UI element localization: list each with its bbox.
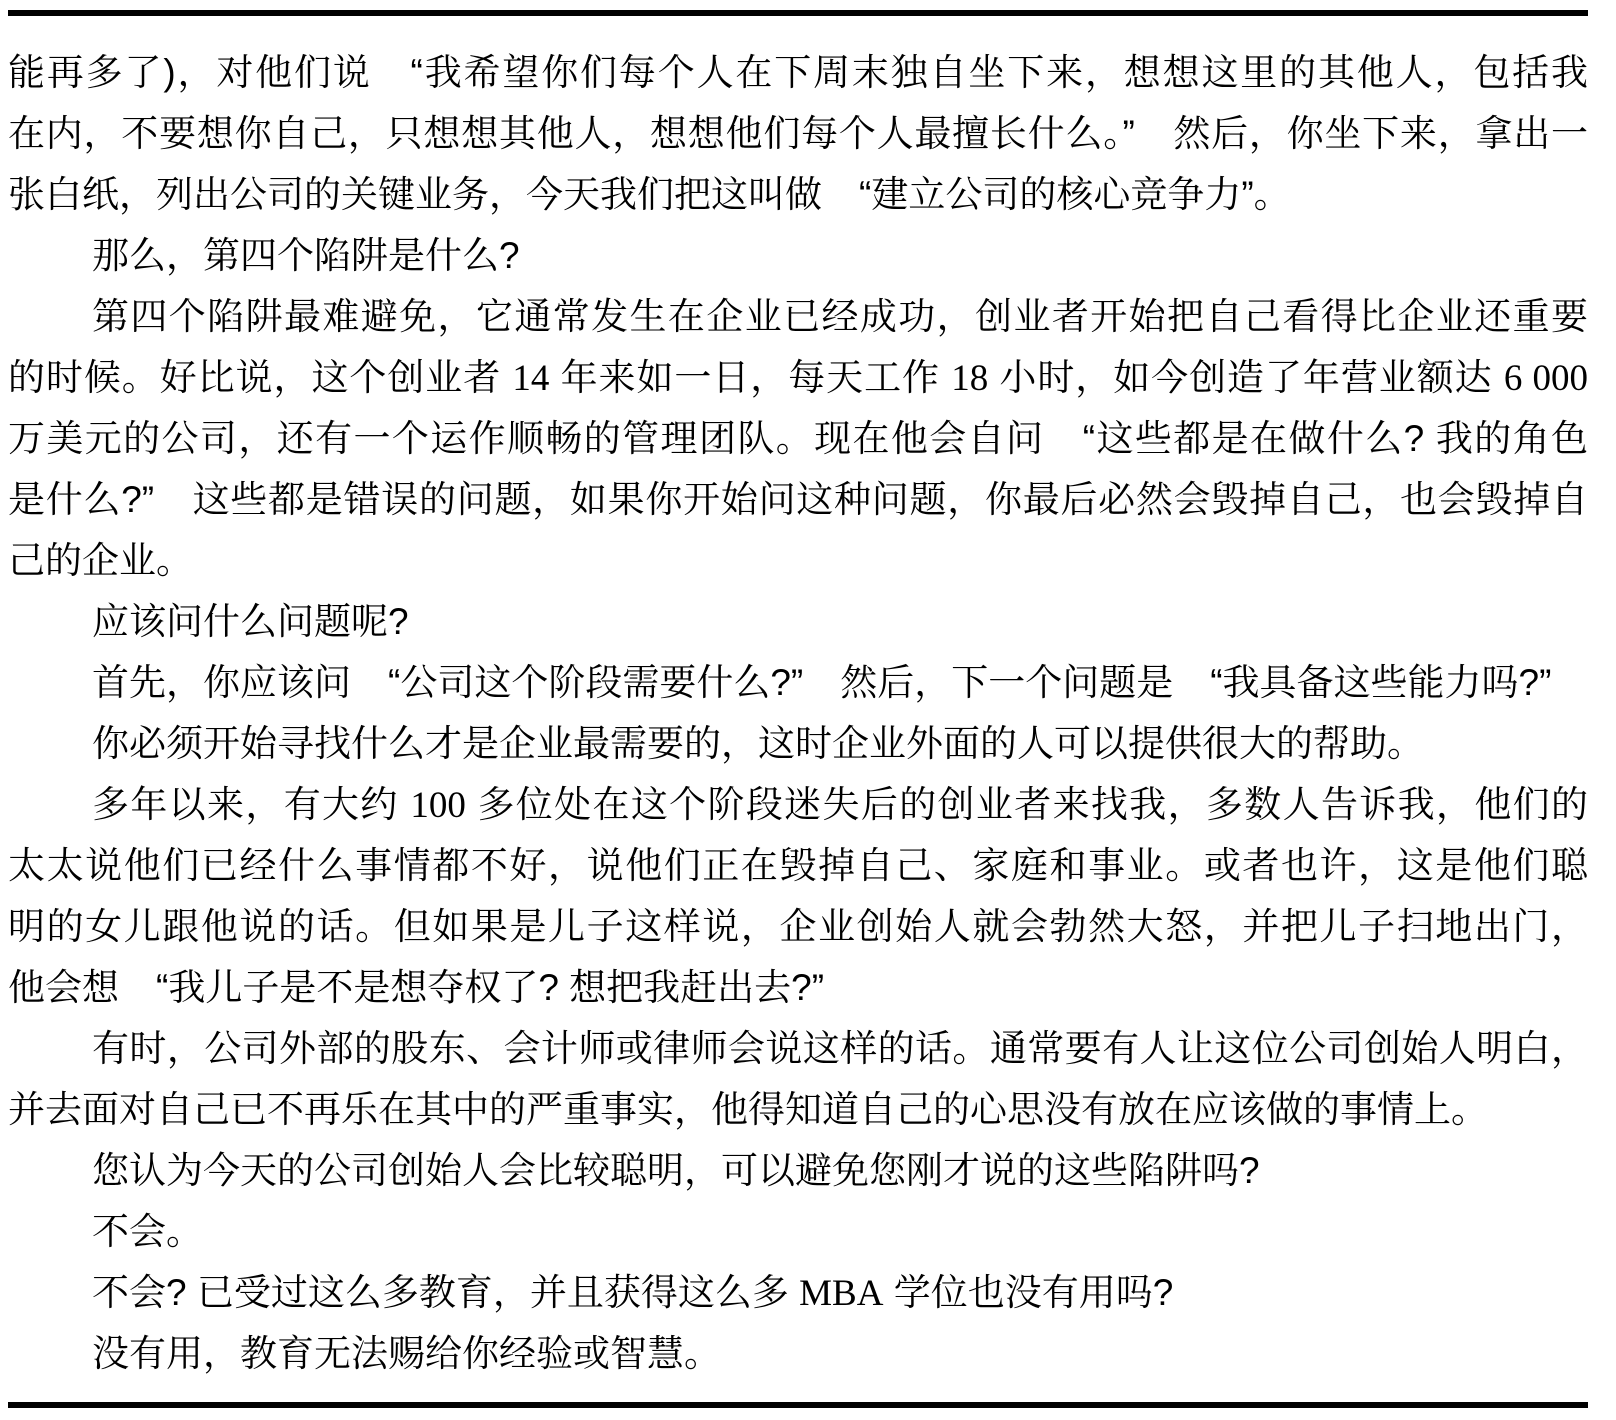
text-line: 能再多了)，对他们说 “我希望你们每个人在下周末独自坐下来，想想这里的其他人，包括我 [8, 52, 1588, 93]
latin-text: 14 [512, 358, 550, 399]
text-line: 明的女儿跟他说的话。但如果是儿子这样说，企业创始人就会勃然大怒，并把儿子扫地出门， [8, 906, 1588, 947]
latin-text: 6 000 [1503, 358, 1589, 399]
text-line: 不会。 [92, 1211, 203, 1252]
latin-text: 18 [951, 358, 989, 399]
text-line: 并去面对自己已不再乐在其中的严重事实，他得知道自己的心思没有放在应该做的事情上。 [8, 1089, 1488, 1130]
text-line: 张白纸，列出公司的关键业务，今天我们把这叫做 “建立公司的核心竞争力”。 [8, 174, 1291, 215]
text-line: 己的企业。 [8, 540, 193, 581]
text-line: 在内，不要想你自己，只想想其他人，想想他们每个人最擅长什么。” 然后，你坐下来，拿出一 [8, 113, 1588, 154]
text-line: 是什么?” 这些都是错误的问题，如果你开始问这种问题，你最后必然会毁掉自己，也会毁掉自 [8, 479, 1588, 520]
latin-text: 100 [410, 785, 466, 826]
text-line: 他会想 “我儿子是不是想夺权了? 想把我赶出去?” [8, 967, 825, 1008]
text-line: 应该问什么问题呢? [92, 601, 409, 642]
latin-text: MBA [799, 1273, 884, 1314]
text-block [8, 42, 1588, 1384]
text-line: 没有用，教育无法赐给你经验或智慧。 [92, 1333, 721, 1374]
text-line: 您认为今天的公司创始人会比较聪明，可以避免您刚才说的这些陷阱吗? [92, 1150, 1260, 1191]
top-rule [8, 10, 1588, 16]
text-line: 有时，公司外部的股东、会计师或律师会说这样的话。通常要有人让这位公司创始人明白， [92, 1028, 1588, 1069]
text-line: 首先，你应该问 “公司这个阶段需要什么?” 然后，下一个问题是 “我具备这些能力吗?” [92, 662, 1552, 703]
bottom-rule [8, 1402, 1588, 1408]
text-line: 太太说他们已经什么事情都不好，说他们正在毁掉自己、家庭和事业。或者也许，这是他们聪 [8, 845, 1588, 886]
text-line: 不会? 已受过这么多教育，并且获得这么多 MBA 学位也没有用吗? [92, 1272, 1174, 1314]
text-line: 的时候。好比说，这个创业者 14 年来如一日，每天工作 18 小时，如今创造了年营业额达 6 000 [8, 357, 1589, 399]
text-line: 你必须开始寻找什么才是企业最需要的，这时企业外面的人可以提供很大的帮助。 [92, 723, 1424, 764]
text-line: 第四个陷阱最难避免，它通常发生在企业已经成功，创业者开始把自己看得比企业还重要 [92, 296, 1588, 337]
text-line: 多年以来，有大约 100 多位处在这个阶段迷失后的创业者来找我，多数人告诉我，他们的 [92, 784, 1588, 826]
text-line: 那么，第四个陷阱是什么? [92, 235, 520, 276]
text-line: 万美元的公司，还有一个运作顺畅的管理团队。现在他会自问 “这些都是在做什么? 我的角色 [8, 418, 1588, 459]
